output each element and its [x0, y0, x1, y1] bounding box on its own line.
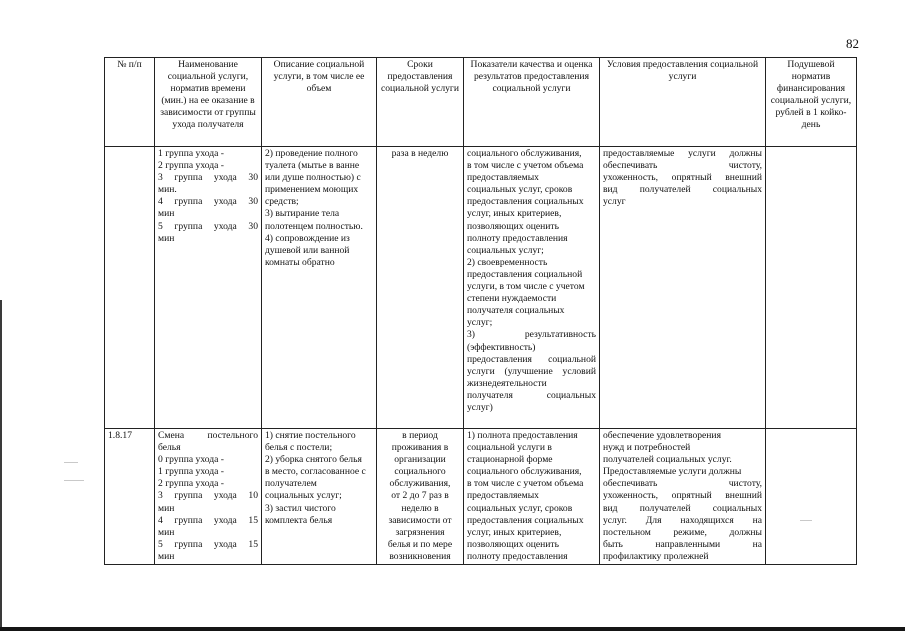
header-quality: Показатели качества и оценка результатов предоставления социальной услуги: [464, 58, 600, 147]
scan-speck: [64, 480, 84, 481]
header-conditions: Условия предоставления социальной услуги: [600, 58, 766, 147]
page-number: 82: [846, 36, 859, 51]
table-header-row: [105, 58, 857, 147]
row1-number: [105, 147, 155, 429]
row2-quality: 1) полнота предоставления социальной услуги в стационарной форме социального обслуживания, в том числе с учетом объема предоставляемых социальных услуг, сроков предоставления социальных услуг, иных критериев, позволяющих оценить полноту предоставления: [464, 429, 600, 565]
header-description: Описание социальной услуги, в том числе ее объем: [262, 58, 377, 147]
header-number: № п/п: [105, 58, 155, 147]
header-terms: Сроки предоставления социальной услуги: [377, 58, 464, 147]
row1-conditions: предоставляемые услуги должны обеспечивать чистоту, ухоженность, опрятный внешний вид получателей социальных услуг: [600, 147, 766, 429]
scan-speck: [64, 462, 78, 463]
table-row: [105, 429, 857, 565]
scan-edge-bottom: [0, 627, 905, 631]
row2-financing: [766, 429, 857, 565]
row1-description: 2) проведение полного туалета (мытье в ванне или душе полностью) с применением моющих средств; 3) вытирание тела полотенцем полностью. 4) сопровождение из душевой или ванной комнаты обратно: [262, 147, 377, 429]
row2-description: 1) снятие постельного белья с постели; 2) уборка снятого белья в место, согласованное с получателем социальных услуг; 3) застил чистого комплекта белья: [262, 429, 377, 565]
row2-service-name: Смена постельного белья 0 группа ухода - 1 группа ухода - 2 группа ухода - 3 группа ухода 10 мин 4 группа ухода 15 мин 5 группа ухода 15 мин: [155, 429, 262, 565]
row1-financing: [766, 147, 857, 429]
table-row: [105, 147, 857, 429]
row2-terms: в период проживания в организации социального обслуживания, от 2 до 7 раз в неделю в зависимости от загрязнения белья и по мере возникновения: [377, 429, 464, 565]
row1-quality: социального обслуживания, в том числе с учетом объема предоставляемых социальных услуг, сроков предоставления социальных услуг, иных критериев, позволяющих оценить полноту предоставления социальных услуг; 2) своевременность предоставления социальной услуги, в том числе с учетом степени нуждаемости получателя социальных услуг; 3) результативность (эффективность) предоставления социальной услуги (улучшение условий жизнедеятельности получателя социальных услуг): [464, 147, 600, 429]
row2-conditions: обеспечение удовлетворения нужд и потребностей получателей социальных услуг. Предоставляемые услуги должны обеспечивать чистоту, ухоженность, опрятный внешний вид получателей социальных услуг. Для находящихся на постельном режиме, должны быть направленными на профилактику пролежней: [600, 429, 766, 565]
services-table: [104, 57, 857, 565]
scan-edge-left: [0, 300, 2, 630]
row1-terms: раза в неделю: [377, 147, 464, 429]
row2-number: 1.8.17: [105, 429, 155, 565]
header-service-name: Наименование социальной услуги, норматив времени (мин.) на ее оказание в зависимости от группы ухода получателя: [155, 58, 262, 147]
header-financing: Подушевой норматив финансирования социальной услуги, рублей в 1 койко-день: [766, 58, 857, 147]
row1-service-name: 1 группа ухода - 2 группа ухода - 3 группа ухода 30 мин. 4 группа ухода 30 мин 5 группа ухода 30 мин: [155, 147, 262, 429]
scan-speck: [800, 520, 812, 521]
